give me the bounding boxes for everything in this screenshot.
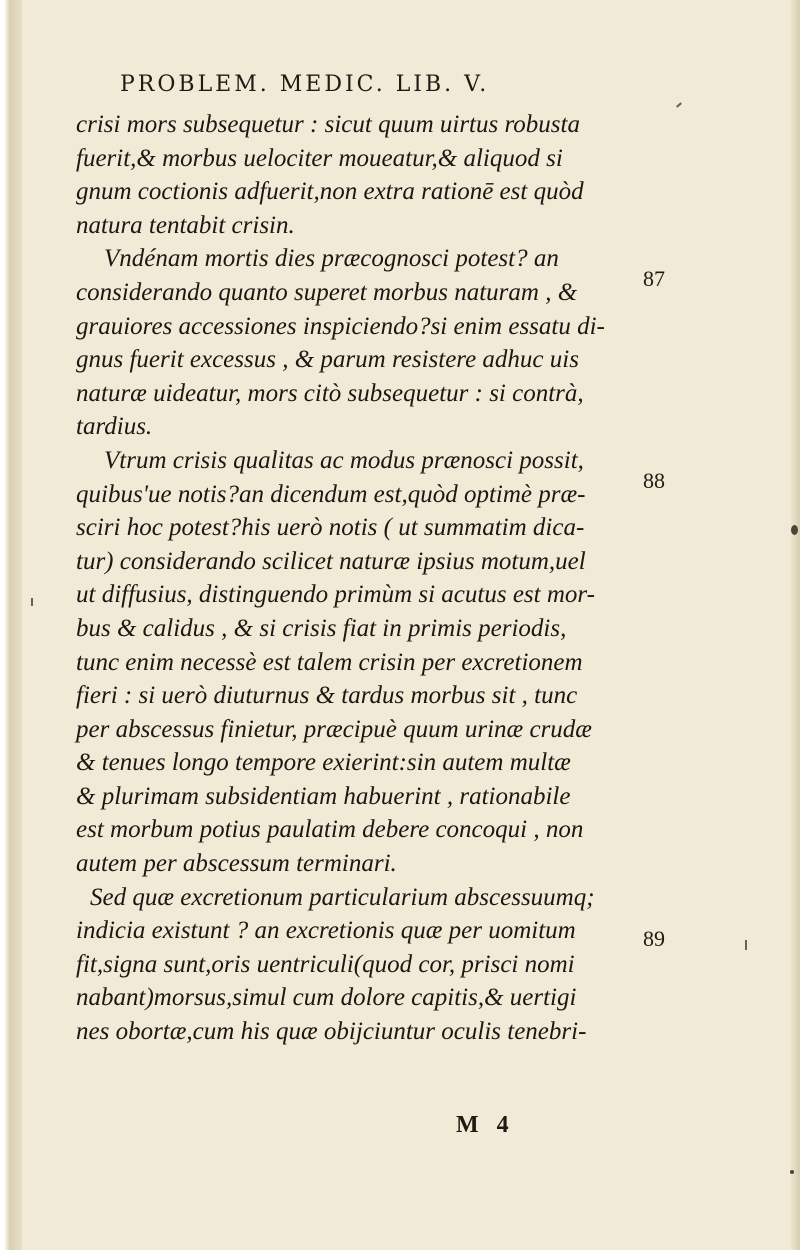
binding-gutter [0, 0, 22, 1250]
margin-mark [31, 598, 33, 606]
signature-mark: M 4 [456, 1112, 515, 1138]
text-line: Vndénam mortis dies præcognosci potest? an [104, 245, 559, 273]
text-line: grauiores accessiones inspiciendo?si enim essatu di- [76, 312, 605, 340]
text-line: tunc enim necessè est talem crisin per excretionem [76, 648, 583, 676]
text-line: natura tentabit crisin. [76, 211, 295, 239]
text-line: nabant)morsus,simul cum dolore capitis,& uertigi [76, 984, 577, 1012]
text-line: Sed quæ excretionum particularium abscessuumq; [90, 883, 595, 911]
text-body [76, 108, 624, 1049]
text-line: sciri hoc potest?his uerò notis ( ut summatim dica- [76, 514, 585, 542]
text-line: tur) considerando scilicet naturæ ipsius motum,uel [76, 547, 586, 575]
text-line: nes obortæ,cum his quæ obijciuntur oculis tenebri- [76, 1018, 587, 1046]
text-line: considerando quanto superet morbus naturam , & [76, 278, 578, 306]
text-line: ut diffusius, distinguendo primùm si acutus est mor- [76, 581, 595, 609]
text-line: gnus fuerit excessus , & parum resistere adhuc uis [76, 346, 579, 374]
text-line: tardius. [76, 413, 153, 441]
text-line: est morbum potius paulatim debere concoqui , non [76, 816, 584, 844]
text-line: fieri : si uerò diuturnus & tardus morbus sit , tunc [76, 682, 578, 710]
text-line: bus & calidus , & si crisis fiat in primis periodis, [76, 614, 567, 642]
text-line: indicia existunt ? an excretionis quæ per uomitum [76, 917, 576, 945]
marginal-number: 87 [643, 266, 665, 291]
margin-mark [745, 940, 747, 950]
text-line: quibus'ue notis?an dicendum est,quòd optimè præ- [76, 480, 586, 508]
marginal-number: 89 [643, 926, 665, 951]
text-line: fit,signa sunt,oris uentriculi(quod cor, prisci nomi [76, 950, 575, 978]
text-line: crisi mors subsequetur : sicut quum uirtus robusta [76, 111, 580, 138]
text-line: & tenues longo tempore exierint:sin autem multæ [76, 749, 571, 777]
text-line: gnum coctionis adfuerit,non extra rationē est quòd [76, 178, 584, 206]
text-line: & plurimam subsidentiam habuerint , rationabile [76, 782, 571, 810]
ink-speck [791, 525, 798, 535]
marginal-number: 88 [643, 468, 665, 493]
text-line: naturæ uideatur, mors citò subsequetur : si contrà, [76, 379, 584, 407]
ink-speck [790, 1170, 794, 1174]
text-line: Vtrum crisis qualitas ac modus prænosci possit, [104, 446, 584, 474]
margin-mark [676, 102, 682, 107]
running-head: PROBLEM. MEDIC. LIB. V. [120, 72, 490, 97]
text-line: autem per abscessum terminari. [76, 850, 397, 878]
text-line: per abscessus finietur, præcipuè quum urinæ crudæ [76, 715, 592, 743]
page-edge [790, 0, 800, 1250]
text-line: fuerit,& morbus uelociter moueatur,& aliquod si [76, 144, 563, 172]
